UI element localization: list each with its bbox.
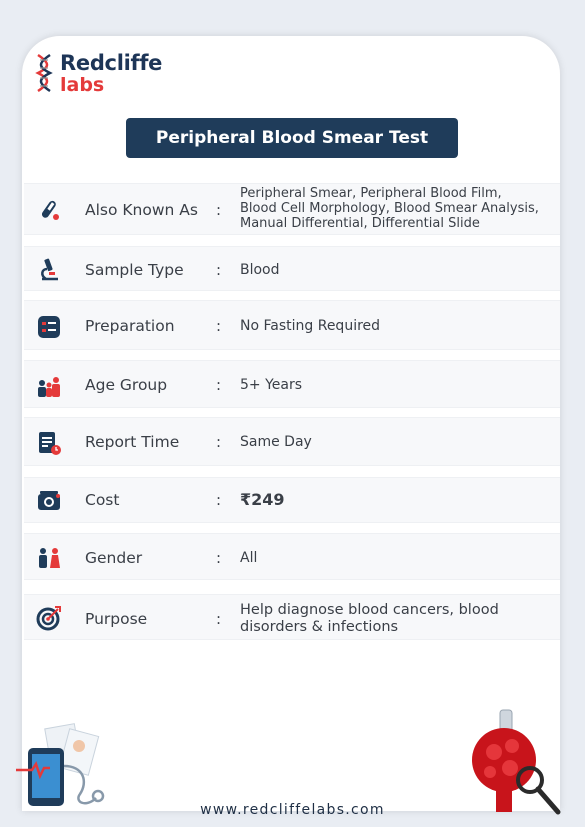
row-value: Blood (240, 262, 280, 278)
row-label: Report Time (85, 433, 180, 451)
dna-icon (34, 53, 54, 93)
row-colon: : (216, 261, 222, 279)
row-label: Preparation (85, 317, 175, 335)
checklist-icon (36, 314, 62, 340)
info-row-cost (24, 477, 560, 523)
gender-icon (36, 545, 62, 571)
row-colon: : (216, 549, 222, 567)
row-label: Cost (85, 491, 120, 509)
cash-icon (36, 488, 62, 514)
info-row-age-group (24, 360, 560, 408)
row-label: Purpose (85, 610, 148, 628)
row-colon: : (216, 201, 222, 219)
footer-website-link[interactable]: www.redcliffelabs.com (200, 802, 385, 818)
brand-name: Redcliffe (60, 51, 163, 75)
page-title: Peripheral Blood Smear Test (155, 128, 429, 148)
info-row-report-time (24, 417, 560, 466)
row-value: 5+ Years (240, 377, 303, 393)
info-row-also-known-as (24, 183, 560, 235)
row-colon: : (216, 610, 222, 628)
row-value (240, 186, 539, 231)
family-icon (36, 373, 62, 399)
row-label: Gender (85, 549, 143, 567)
value-line: Help diagnose blood cancers, blood (240, 602, 499, 618)
medical-devices-illustration (14, 722, 114, 814)
value-line: Manual Differential, Differential Slide (240, 216, 480, 231)
row-colon: : (216, 376, 222, 394)
row-colon: : (216, 491, 222, 509)
brand-subname: labs (60, 74, 105, 96)
row-colon: : (216, 433, 222, 451)
row-value: Same Day (240, 434, 312, 450)
microscope-icon (36, 257, 62, 283)
target-icon (36, 605, 62, 631)
page-title-banner (126, 118, 458, 158)
value-line: Peripheral Smear, Peripheral Blood Film, (240, 186, 502, 201)
row-value: ₹249 (240, 490, 285, 509)
test-tube-icon (36, 197, 62, 223)
report-clock-icon (36, 430, 62, 456)
row-label: Age Group (85, 376, 168, 394)
row-label: Sample Type (85, 261, 184, 279)
row-value: No Fasting Required (240, 318, 381, 334)
brand-logo[interactable] (34, 51, 174, 101)
info-row-gender (24, 533, 560, 580)
value-line: Blood Cell Morphology, Blood Smear Analysis, (240, 201, 539, 216)
info-row-purpose (24, 594, 560, 640)
info-row-sample-type (24, 246, 560, 291)
info-row-preparation (24, 300, 560, 350)
value-line: disorders & infections (240, 619, 399, 635)
row-value: All (240, 550, 258, 566)
row-value (240, 602, 499, 636)
row-colon: : (216, 317, 222, 335)
row-label: Also Known As (85, 201, 198, 219)
